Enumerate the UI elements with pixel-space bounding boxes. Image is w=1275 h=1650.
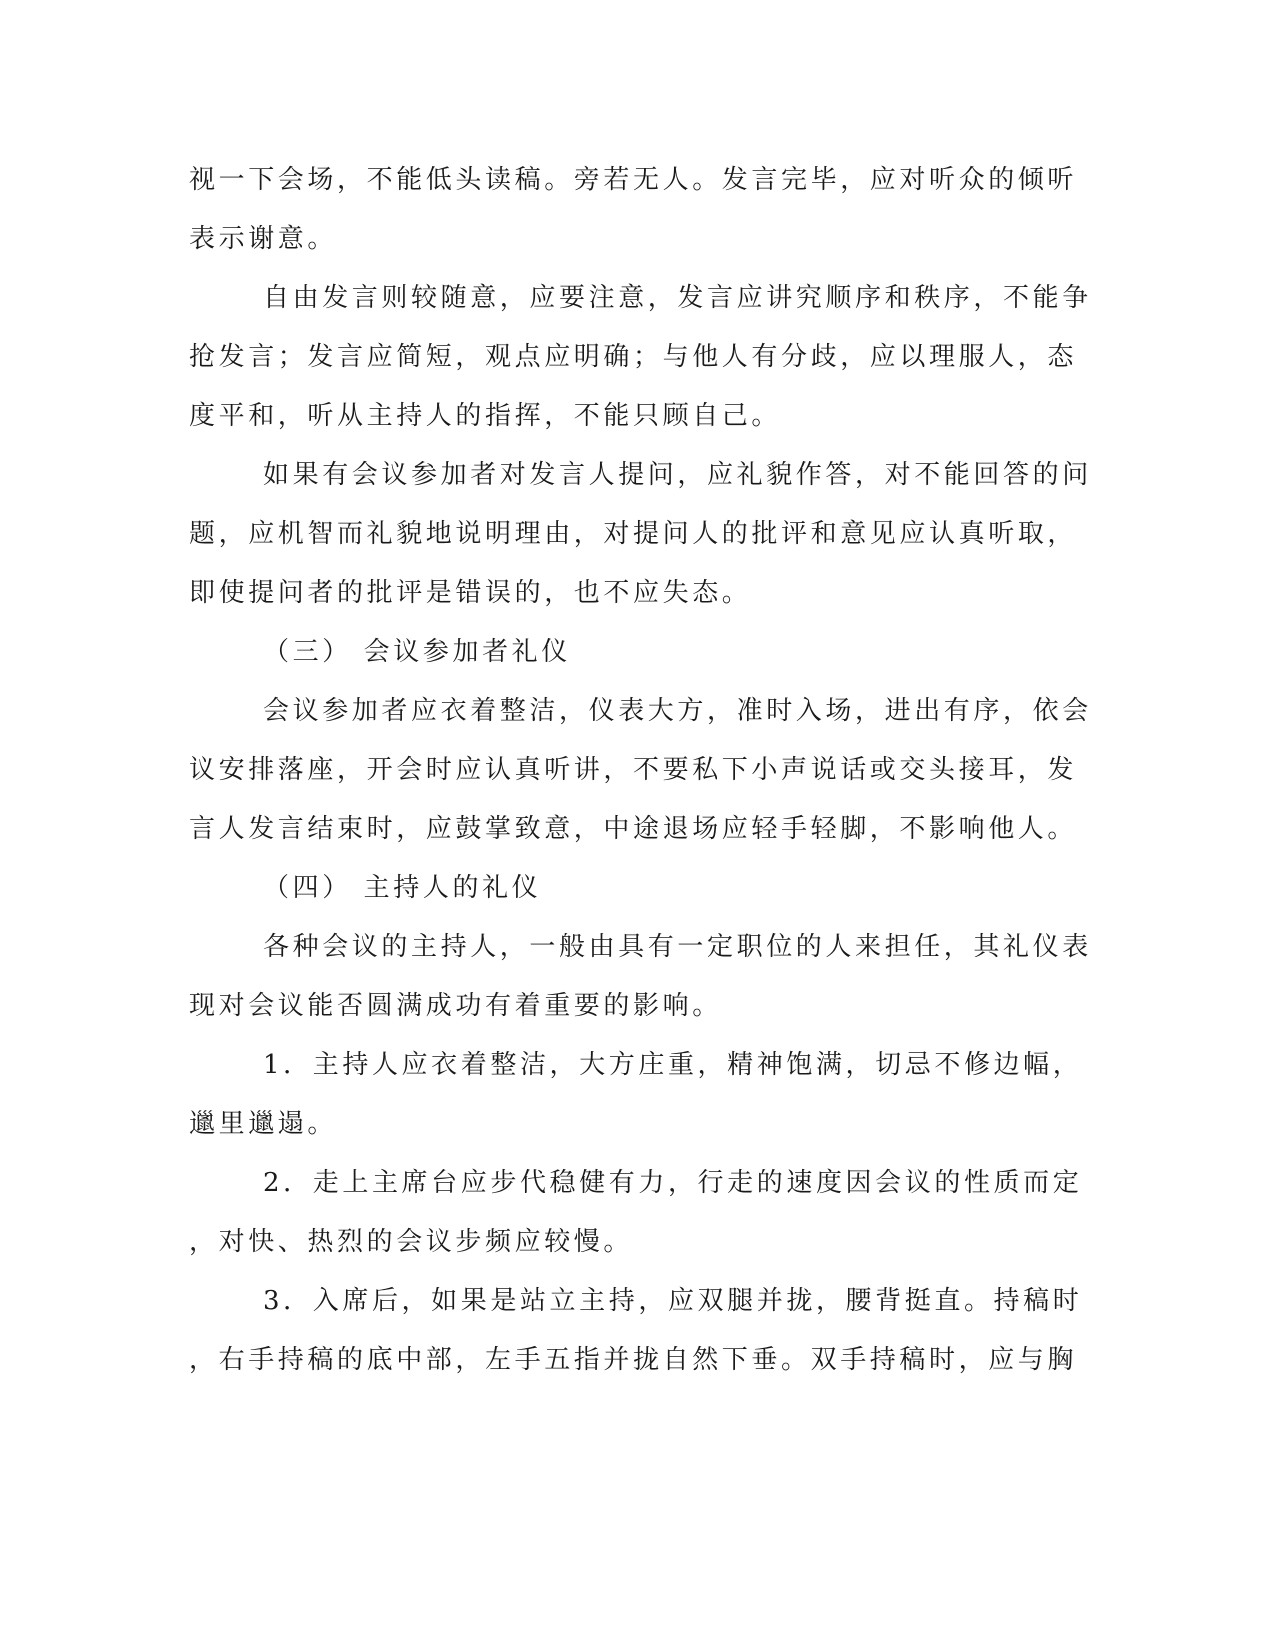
- text-line: 即使提问者的批评是错误的，也不应失态。: [189, 578, 752, 608]
- paragraph-start: 自由发言则较随意，应要注意，发言应讲究顺序和秩序，不能争: [263, 283, 1092, 313]
- text-line: ，对快、热烈的会议步频应较慢。: [189, 1227, 634, 1257]
- paragraph-start: 会议参加者应衣着整洁，仪表大方，准时入场，进出有序，依会: [263, 696, 1092, 726]
- text-line: 言人发言结束时，应鼓掌致意，中途退场应轻手轻脚，不影响他人。: [189, 814, 1078, 844]
- text-line: 邋里邋遢。: [189, 1109, 338, 1139]
- section-heading-4: （四） 主持人的礼仪: [263, 873, 542, 903]
- text-line: 抢发言；发言应简短，观点应明确；与他人有分歧，应以理服人，态: [189, 342, 1078, 372]
- paragraph-start: 各种会议的主持人，一般由具有一定职位的人来担任，其礼仪表: [263, 932, 1092, 962]
- text-line: 度平和，听从主持人的指挥，不能只顾自己。: [189, 401, 782, 431]
- text-line: 题，应机智而礼貌地说明理由，对提问人的批评和意见应认真听取，: [189, 519, 1078, 549]
- text-line: 议安排落座，开会时应认真听讲，不要私下小声说话或交头接耳，发: [189, 755, 1078, 785]
- paragraph-start: 如果有会议参加者对发言人提问，应礼貌作答，对不能回答的问: [263, 460, 1092, 490]
- list-item-2: 2．走上主席台应步代稳健有力，行走的速度因会议的性质而定: [263, 1168, 1083, 1198]
- list-item-3: 3．入席后，如果是站立主持，应双腿并拢，腰背挺直。持稿时: [263, 1286, 1083, 1316]
- text-line: ，右手持稿的底中部，左手五指并拢自然下垂。双手持稿时，应与胸: [189, 1345, 1078, 1375]
- text-line: 表示谢意。: [189, 224, 338, 254]
- list-item-1: 1．主持人应衣着整洁，大方庄重，精神饱满，切忌不修边幅，: [263, 1050, 1083, 1080]
- section-heading-3: （三） 会议参加者礼仪: [263, 637, 571, 667]
- text-line: 视一下会场，不能低头读稿。旁若无人。发言完毕，应对听众的倾听: [189, 165, 1078, 195]
- text-line: 现对会议能否圆满成功有着重要的影响。: [189, 991, 722, 1021]
